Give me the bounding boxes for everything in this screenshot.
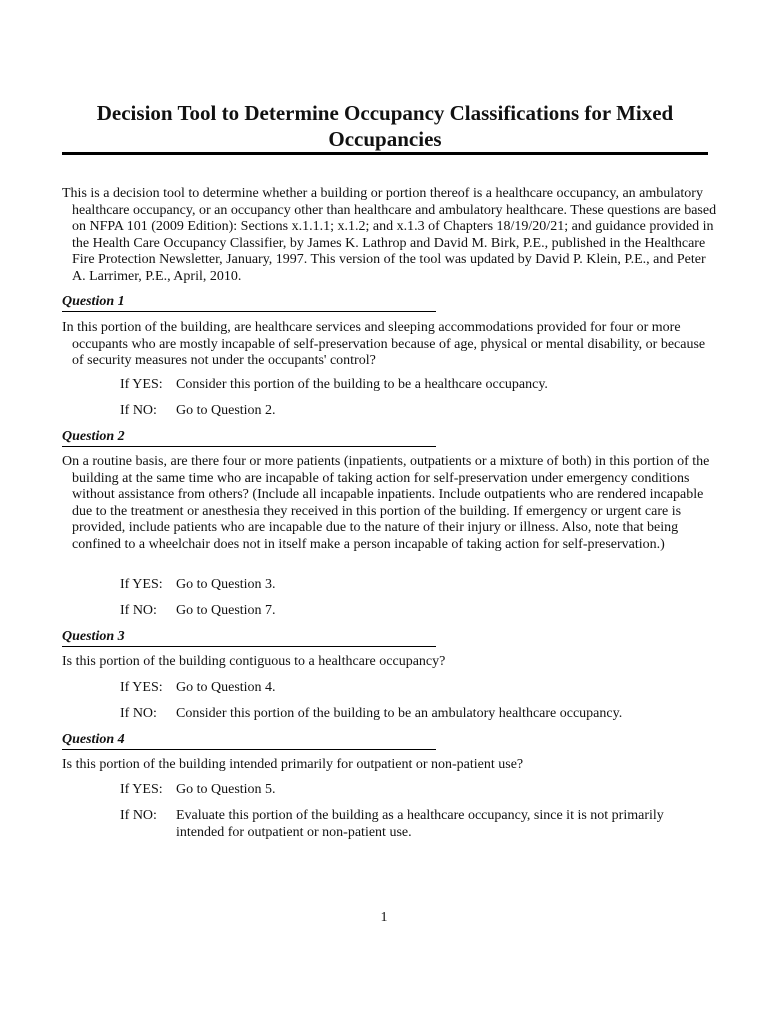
intro-paragraph: This is a decision tool to determine whether a building or portion thereof is a healthcare occupancy, an ambulatory healthcare occupancy, or an occupancy other than healthcare and ambulatory healthcare. These questions are based on NFPA 101 (2009 Edition): Sections x.1.1.1; x.1.2; and x.1.3 of Chapters 18/19/20/21; and guidance provided in the Health Care Occupancy Classifier, by James K. Lathrop and David M. Birk, P.E., published in the Healthcare Fire Protection Newsletter, January, 1997. This version of the tool was updated by David P. Klein, P.E., and Peter A. Larrimer, P.E., April, 2010. bbox=[62, 186, 717, 284]
title-rule bbox=[62, 152, 708, 155]
yes-text: Go to Question 3. bbox=[176, 577, 276, 592]
question-4-yes bbox=[120, 782, 710, 799]
question-3-heading: Question 3 bbox=[62, 628, 436, 647]
question-2-heading: Question 2 bbox=[62, 428, 436, 447]
no-text: Go to Question 2. bbox=[176, 403, 276, 418]
page-number: 1 bbox=[380, 910, 388, 925]
document-title: Decision Tool to Determine Occupancy Classifications for Mixed Occupancies bbox=[96, 101, 674, 151]
question-4-text: Is this portion of the building intended primarily for outpatient or non-patient use? bbox=[62, 757, 524, 772]
no-label: If NO: bbox=[120, 808, 157, 823]
yes-label: If YES: bbox=[120, 680, 163, 695]
question-2-no bbox=[120, 603, 710, 620]
question-1-yes bbox=[120, 377, 710, 394]
no-text: Go to Question 7. bbox=[176, 603, 276, 618]
yes-text: Go to Question 4. bbox=[176, 680, 276, 695]
yes-text: Consider this portion of the building to be a healthcare occupancy. bbox=[176, 377, 548, 392]
question-4-no bbox=[120, 808, 710, 841]
question-1-heading: Question 1 bbox=[62, 293, 436, 312]
question-2-yes bbox=[120, 577, 710, 594]
question-3-no bbox=[120, 706, 710, 723]
yes-label: If YES: bbox=[120, 577, 163, 592]
no-label: If NO: bbox=[120, 603, 157, 618]
question-1-text: In this portion of the building, are healthcare services and sleeping accommodations provided for four or more occupants who are mostly incapable of self-preservation because of age, physical or mental disability, or because of security measures not under the occupants' control? bbox=[62, 320, 706, 368]
question-2-text: On a routine basis, are there four or more patients (inpatients, outpatients or a mixture of both) in this portion of the building at the same time who are incapable of taking action for self-preservation under emergency conditions without assistance from others? (Include all incapable inpatients. Include outpatients who are rendered incapable due to the treatment or anesthesia they received in this portion of the building. If emergency or urgent care is provided, include patients who are incapable due to the nature of their injury or illness. Also, note that being confined to a wheelchair does not in itself make a person incapable of taking action for self-preservation.) bbox=[62, 454, 710, 552]
yes-label: If YES: bbox=[120, 377, 163, 392]
question-3-yes bbox=[120, 680, 710, 697]
no-label: If NO: bbox=[120, 706, 157, 721]
yes-label: If YES: bbox=[120, 782, 163, 797]
question-4-heading: Question 4 bbox=[62, 731, 436, 750]
no-text: Consider this portion of the building to be an ambulatory healthcare occupancy. bbox=[176, 706, 623, 721]
no-text: Evaluate this portion of the building as a healthcare occupancy, since it is not primarily intended for outpatient or non-patient use. bbox=[176, 808, 664, 840]
question-3-text: Is this portion of the building contiguous to a healthcare occupancy? bbox=[62, 654, 446, 669]
no-label: If NO: bbox=[120, 403, 157, 418]
question-1-no bbox=[120, 403, 710, 420]
yes-text: Go to Question 5. bbox=[176, 782, 276, 797]
